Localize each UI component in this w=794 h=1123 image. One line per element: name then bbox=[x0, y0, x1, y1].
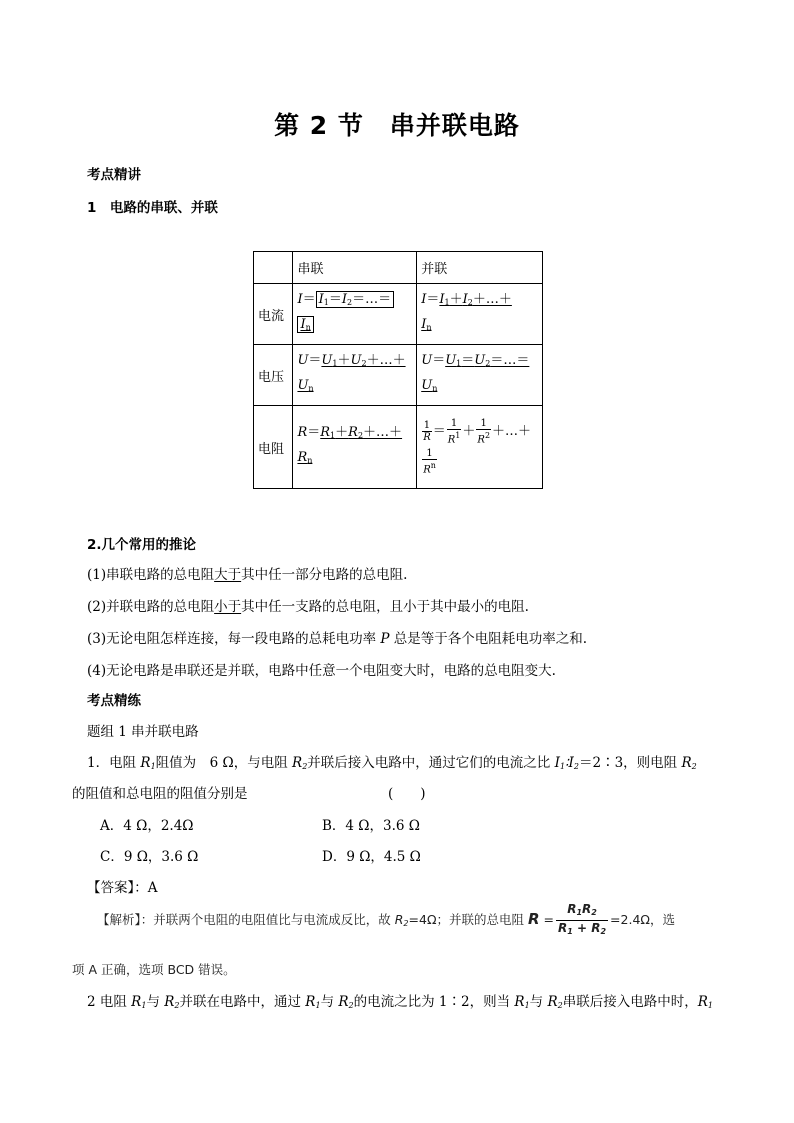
table-row-label: 电压 bbox=[254, 345, 293, 406]
table-header-series: 串联 bbox=[293, 252, 417, 284]
corollary-text: (2)并联电路的总电阻 bbox=[87, 599, 215, 615]
var-r2: $R_2$ bbox=[547, 994, 563, 1010]
corollary-2 bbox=[87, 595, 529, 615]
corollary-1 bbox=[87, 563, 407, 583]
var-r2: $R_2$ bbox=[681, 755, 697, 771]
series-current-formula: $I= I_1=I_2=\dots=$ $I_n$ bbox=[293, 284, 417, 345]
analysis-text: =4Ω；并联的总电阻 bbox=[408, 912, 528, 927]
option-c: C．9 Ω，3.6 Ω bbox=[100, 849, 199, 865]
corollary-text: 其中任一支路的总电阻，且小于其中最小的电阻. bbox=[241, 599, 529, 615]
corollary-text: (3)无论电阻怎样连接，每一段电路的总耗电功率 bbox=[87, 631, 381, 647]
series-resistance-formula: $R=R_1+R_2+\dots+$ $R_n$ bbox=[293, 406, 417, 489]
comparison-table bbox=[253, 251, 543, 489]
subheading-series-parallel: 1 电路的串联、并联 bbox=[87, 200, 218, 216]
var-i-ratio: $I_1∶I_2$ bbox=[554, 755, 579, 771]
question-2-line-1 bbox=[87, 990, 713, 1010]
var-r1: $R_1$ bbox=[140, 755, 156, 771]
option-b: B．4 Ω，3.6 Ω bbox=[322, 818, 420, 834]
question-1-line-1 bbox=[87, 751, 697, 771]
q-text: 并联后接入电路中，通过它们的电流之比 bbox=[307, 755, 555, 771]
section-heading-kaodian-jingjiang: 考点精讲 bbox=[87, 167, 141, 183]
corollary-4: (4)无论电路是串联还是并联，电路中任意一个电阻变大时，电路的总电阻变大. bbox=[87, 663, 556, 679]
parallel-current-formula: $I=I_1+I_2+\dots+$ $I_n$ bbox=[417, 284, 543, 345]
var-r2: $R_2$ bbox=[394, 912, 409, 928]
analysis-line-1: 【解析】：并联两个电阻的电阻值比与电流成反比，故 $R_2=4\Omega$；并联的总电阻 R = $\frac{R_1R_2}{R_1 + R_2}$ =2.4Ω，选 bbox=[97, 902, 675, 939]
parallel-voltage-formula: $U=U_1=U_2=\dots=$ $U_n$ bbox=[417, 345, 543, 406]
section-heading-kaodian-jinglian: 考点精练 bbox=[87, 693, 141, 709]
table-row-label: 电流 bbox=[254, 284, 293, 345]
table-header-parallel: 并联 bbox=[417, 252, 543, 284]
q-text: ＝2∶3，则电阻 bbox=[578, 755, 682, 771]
analysis-line-2: 项 A 正确，选项 BCD 错误。 bbox=[72, 962, 236, 977]
table-row-current bbox=[254, 284, 543, 345]
q-text: 1．电阻 bbox=[87, 755, 141, 771]
analysis-text: =2.4Ω，选 bbox=[610, 912, 675, 927]
q-text: 与 bbox=[529, 994, 548, 1010]
corollary-3 bbox=[87, 627, 587, 647]
q-text: 2 电阻 bbox=[87, 994, 132, 1010]
var-r1: $R_1$ bbox=[514, 994, 530, 1010]
var-r2: $R_2$ bbox=[164, 994, 180, 1010]
var-r2: $R_2$ bbox=[338, 994, 354, 1010]
question-1-line-2: 的阻值和总电阻的阻值分别是 bbox=[72, 786, 248, 802]
var-r1: $R_1$ bbox=[131, 994, 147, 1010]
corollary-underlined: 小于 bbox=[214, 599, 242, 615]
table-row-resistance bbox=[254, 406, 543, 489]
q-text: 串联后接入电路中时， bbox=[562, 994, 698, 1010]
corollary-text: (1)串联电路的总电阻 bbox=[87, 567, 215, 583]
var-r1: $R_1$ bbox=[697, 994, 713, 1010]
answer-parentheses: ( ) bbox=[388, 786, 426, 802]
option-d: D．9 Ω，4.5 Ω bbox=[322, 849, 421, 865]
corollary-text: 其中任一部分电路的总电阻. bbox=[241, 567, 408, 583]
var-r2: $R_2$ bbox=[292, 755, 308, 771]
q-text: 与 bbox=[320, 994, 339, 1010]
question-group-title: 题组 1 串并联电路 bbox=[87, 724, 199, 740]
parallel-resistance-fraction: $\frac{R_1R_2}{R_1 + R_2}$ bbox=[557, 902, 607, 936]
var-r: R bbox=[527, 910, 540, 928]
power-variable: P bbox=[380, 631, 390, 647]
table-row-label: 电阻 bbox=[254, 406, 293, 489]
var-r1: $R_1$ bbox=[305, 994, 321, 1010]
corollary-text: 总是等于各个电阻耗电功率之和. bbox=[389, 631, 588, 647]
answer-line: 【答案】：A bbox=[87, 880, 158, 896]
table-row-voltage bbox=[254, 345, 543, 406]
subheading-corollaries: 2.几个常用的推论 bbox=[87, 537, 197, 553]
option-a: A．4 Ω，2.4Ω bbox=[100, 818, 194, 834]
analysis-text: 【解析】：并联两个电阻的电阻值比与电流成反比，故 bbox=[97, 912, 395, 927]
q-text: 阻值为 6 Ω，与电阻 bbox=[155, 755, 293, 771]
parallel-resistance-formula: $\frac{1}{R}$ ＝ $\frac{1}{R^1}$ ＋ $\frac{1}{R^2}$ ＋…＋ $\frac{1}{R^n}$ bbox=[417, 406, 543, 489]
table-header-row bbox=[254, 252, 543, 284]
q-text: 的电流之比为 1∶2，则当 bbox=[353, 994, 515, 1010]
corollary-underlined: 大于 bbox=[214, 567, 242, 583]
q-text: 并联在电路中，通过 bbox=[179, 994, 306, 1010]
q-text: 与 bbox=[146, 994, 165, 1010]
series-voltage-formula: $U=U_1+U_2+\dots+$ $U_n$ bbox=[293, 345, 417, 406]
page-title: 第 2 节 串并联电路 bbox=[274, 111, 520, 140]
table-corner-cell bbox=[254, 252, 293, 284]
